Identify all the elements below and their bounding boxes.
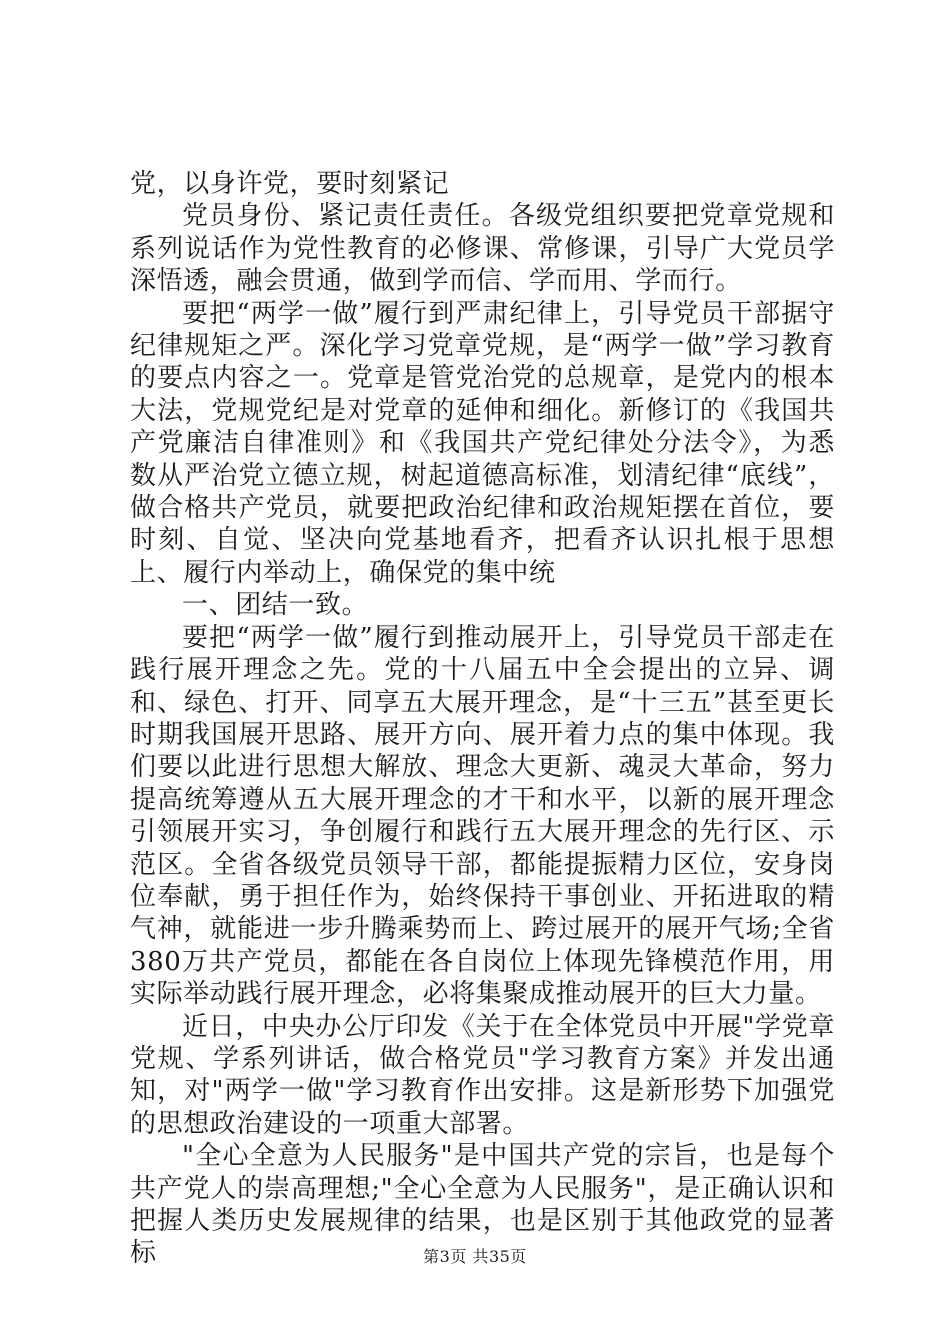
paragraph-7: "全心全意为人民服务"是中国共产党的宗旨，也是每个共产党人的崇高理想;"全心全意为人民服务"，是正确认识和把握人类历史发展规律的结果，也是区别于其他政党的显著标 bbox=[130, 1141, 835, 1269]
paragraph-5: 要把“两学一做”履行到推动展开上，引导党员干部走在践行展开理念之先。党的十八届五中全会提出的立异、调和、绿色、打开、同享五大展开理念，是“十三五”甚至更长时期我国展开思路、展开方向、展开着力点的集中体现。我们要以此进行思想大解放、理念大更新、魂灵大革命，努力提高统筹遵从五大展开理念的才干和水平，以新的展开理念引领展开实习，争创履行和践行五大展开理念的先行区、示范区。全省各级党员领导干部，都能提振精力区位，安身岗位奉献，勇于担任作为，始终保持干事创业、开拓进取的精气神，就能进一步升腾乘势而上、跨过展开的展开气场;全省380万共产党员，都能在各自岗位上体现先锋模范作用，用实际举动践行展开理念，必将集聚成推动展开的巨大力量。 bbox=[130, 622, 835, 1010]
paragraph-3: 要把“两学一做”履行到严肃纪律上，引导党员干部据守纪律规矩之严。深化学习党章党规，是“两学一做”学习教育的要点内容之一。党章是管党治党的总规章，是党内的根本大法，党规党纪是对党章的延伸和细化。新修订的《我国共产党廉洁自律准则》和《我国共产党纪律处分法令》，为悉数从严治党立德立规，树起道德高标准，划清纪律“底线”，做合格共产党员，就要把政治纪律和政治规矩摆在首位，要时刻、自觉、坚决向党基地看齐，把看齐认识扎根于思想上、履行内举动上，确保党的集中统 bbox=[130, 298, 835, 588]
paragraph-4: 一、团结一致。 bbox=[182, 590, 369, 621]
paragraph-6: 近日，中央办公厅印发《关于在全体党员中开展"学党章党规、学系列讲话，做合格党员"学习教育方案》并发出通知，对"两学一做"学习教育作出安排。这是新形势下加强党的思想政治建设的一项重大部署。 bbox=[130, 1011, 835, 1139]
paragraph-1: 党，以身许党，要时刻紧记 bbox=[130, 169, 450, 199]
page-number-footer: 第3页 共35页 bbox=[423, 1247, 527, 1266]
document-body bbox=[130, 168, 835, 1270]
paragraph-2: 党员身份、紧记责任责任。各级党组织要把党章党规和系列说话作为党性教育的必修课、常修课，引导广大党员学深悟透，融会贯通，做到学而信、学而用、学而行。 bbox=[130, 201, 835, 297]
